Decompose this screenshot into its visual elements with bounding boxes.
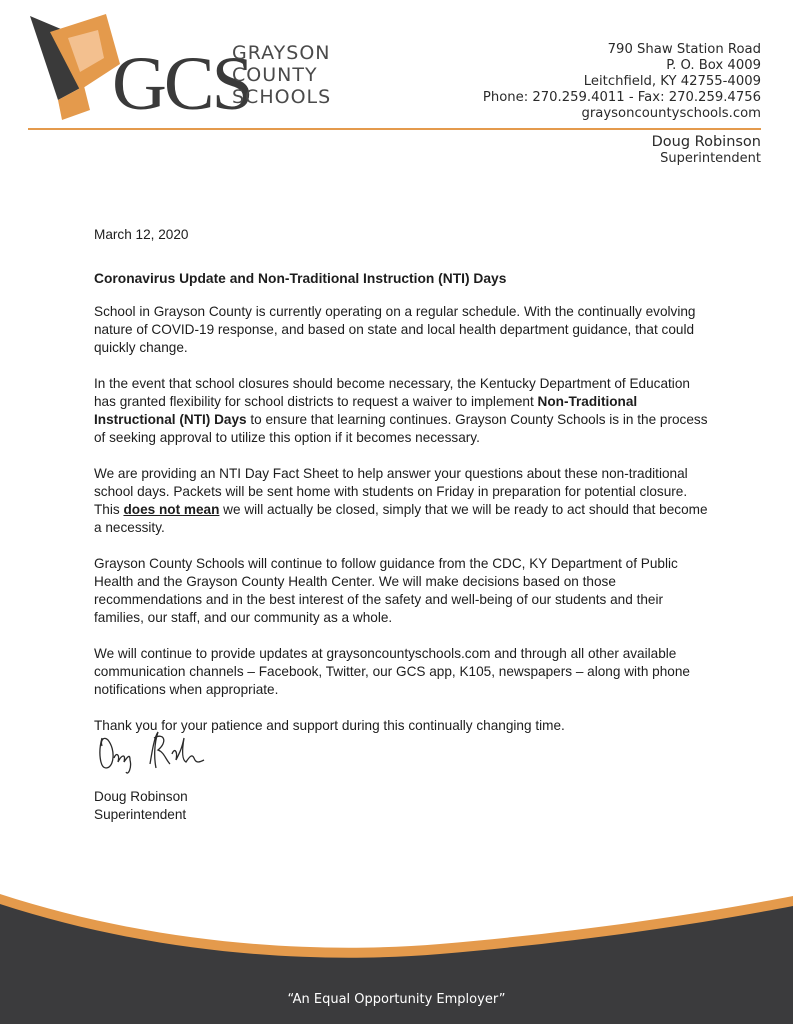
bold-phrase: Non-Traditional Instructional (NTI) Days: [94, 394, 638, 427]
paragraph: School in Grayson County is currently operating on a regular schedule. With the continually evolving nature of COVID-19 response, and based on state and local health department guidance, that could quickly change.: [94, 304, 696, 355]
phone-fax-line: Phone: 270.259.4011 - Fax: 270.259.4756: [482, 90, 761, 105]
handwritten-signature: [94, 724, 214, 780]
footer-band: [0, 894, 793, 1024]
paragraph-text: We are providing an NTI Day Fact Sheet to help answer your questions about these non-traditional school days. Packets will be sent home with students on Friday in preparation for potential closure. This: [94, 466, 688, 517]
school-name: [232, 42, 331, 108]
superintendent-name: Doug Robinson: [651, 134, 761, 150]
school-name-line: COUNTY: [232, 64, 318, 86]
paragraph-text: to ensure that learning continues. Grayson County Schools is in the process of seeking approval to utilize this option if it becomes necessary.: [94, 412, 708, 445]
paragraph: [94, 375, 714, 447]
header-rule: [28, 128, 761, 130]
letter-subject: Coronavirus Update and Non-Traditional Instruction (NTI) Days: [94, 271, 507, 286]
footer-slogan: “An Equal Opportunity Employer”: [287, 992, 506, 1007]
paragraph: Thank you for your patience and support during this continually changing time.: [94, 718, 565, 733]
gcs-logo: [28, 12, 348, 124]
underlined-phrase: does not mean: [123, 502, 220, 517]
signature-block: [94, 788, 188, 824]
paragraph: [94, 465, 714, 537]
paragraph-text: we will actually be closed, simply that we will be ready to act should that become a necessity.: [94, 502, 708, 535]
signer-name: Doug Robinson: [94, 789, 188, 804]
letter-date: March 12, 2020: [94, 227, 189, 242]
contact-block: [483, 42, 761, 122]
address-line: 790 Shaw Station Road: [607, 42, 761, 57]
superintendent-title: Superintendent: [660, 151, 761, 166]
signer-title: Superintendent: [94, 807, 187, 822]
school-name-line: SCHOOLS: [232, 86, 332, 108]
school-name-line: GRAYSON: [232, 42, 331, 64]
website-line: graysoncountyschools.com: [581, 106, 761, 121]
logo-letters: GCS: [112, 42, 251, 126]
paragraph: Grayson County Schools will continue to follow guidance from the CDC, KY Department of Public Health and the Grayson County Health Center. We will make decisions based on those recommendations and in the best interest of the safety and well-being of our students and their families, our staff, and our community as a whole.: [94, 556, 678, 625]
paragraph-text: In the event that school closures should become necessary, the Kentucky Department of Education has granted flexibility for school districts to request a waiver to implement: [94, 376, 690, 409]
address-line: P. O. Box 4009: [666, 58, 761, 73]
paragraph: We will continue to provide updates at graysoncountyschools.com and through all other available communication channels – Facebook, Twitter, our GCS app, K105, newspapers – along with phone notifications when appropriate.: [94, 646, 690, 697]
header-superintendent: [652, 133, 761, 167]
letter-body: [94, 226, 714, 753]
address-line: Leitchfield, KY 42755-4009: [583, 74, 761, 89]
